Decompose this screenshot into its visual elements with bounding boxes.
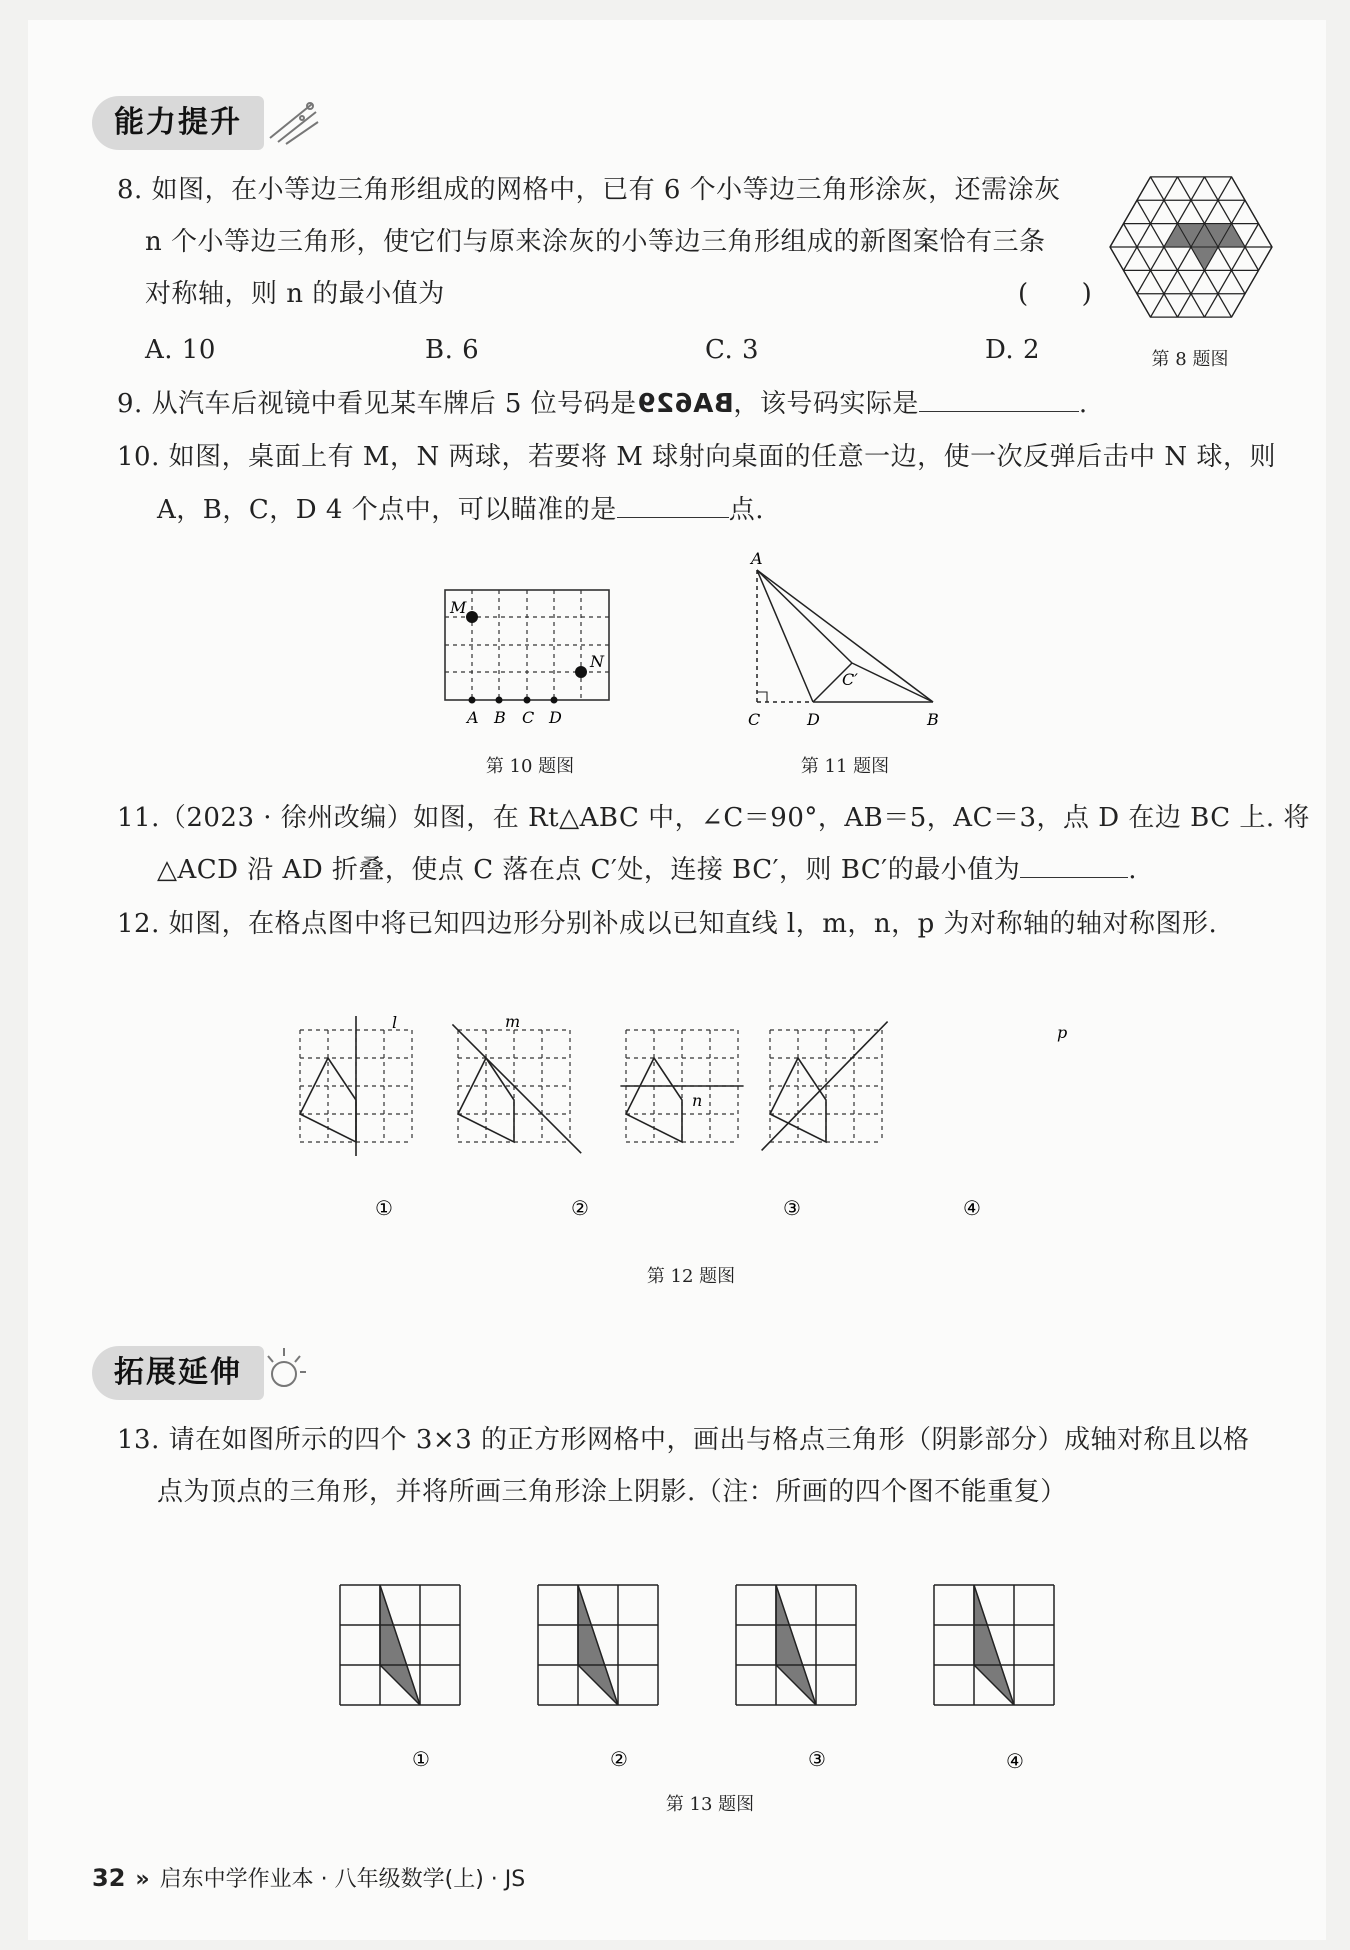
shaded-triangle (776, 1585, 816, 1705)
q10-line2-text: A，B，C，D 4 个点中，可以瞄准的是 (157, 495, 617, 525)
q8-option-c: C. 3 (705, 335, 760, 365)
label-c: C (748, 710, 761, 729)
line-label-l: l (392, 1013, 398, 1032)
q8-option-b: B. 6 (425, 335, 480, 365)
q10-caption: 第 10 题图 (485, 756, 575, 777)
label-a: A (751, 549, 763, 568)
q11-line1: 11.（2023 · 徐州改编）如图，在 Rt△ABC 中，∠C＝90°，AB＝5，AC＝3，点 D 在边 BC 上. 将 (117, 803, 1310, 833)
q9-end: . (1078, 389, 1088, 419)
q9-line (117, 384, 1088, 424)
q10-answer-blank[interactable] (617, 491, 729, 518)
section-header-extend: 拓展延伸 (92, 1346, 264, 1400)
q8-line2: n 个小等边三角形，使它们与原来涂灰的小等边三角形组成的新图案恰有三条 (145, 227, 1046, 257)
q9-tail: ，该号码实际是 (733, 389, 919, 419)
label-b: B (927, 710, 939, 729)
q13-num-3: ③ (808, 1747, 826, 1771)
q8-line3: 对称轴，则 n 的最小值为 (145, 279, 445, 309)
q8-option-d: D. 2 (985, 335, 1040, 365)
q10-line2 (157, 490, 764, 530)
q12-num-4: ④ (963, 1196, 981, 1220)
square-grid (736, 1585, 856, 1705)
page-number: 32 (92, 1864, 126, 1892)
q13-line2: 点为顶点的三角形，并将所画三角形涂上阴影.（注：所画的四个图不能重复） (157, 1477, 1067, 1507)
label-d: D (549, 708, 562, 727)
symmetry-axis (452, 1024, 581, 1153)
q12-caption: 第 12 题图 (646, 1266, 736, 1287)
q9-mirror-plate: BA629 (636, 389, 734, 419)
q11-fold-figure (740, 545, 950, 735)
q9-answer-blank[interactable] (919, 385, 1079, 412)
q12-num-3: ③ (783, 1196, 801, 1220)
shaded-triangle (974, 1585, 1014, 1705)
shaded-triangle (578, 1585, 618, 1705)
q12-figures (300, 1010, 1080, 1220)
q12-num-2: ② (571, 1196, 589, 1220)
line-label-p: p (1057, 1023, 1068, 1042)
sparkle-icon (262, 98, 322, 148)
label-a: A (467, 708, 479, 727)
q12-num-1: ① (375, 1196, 393, 1220)
label-m: M (450, 598, 467, 617)
square-grid (934, 1585, 1054, 1705)
label-b: B (494, 708, 506, 727)
q11-answer-blank[interactable] (1020, 851, 1128, 878)
label-n: N (590, 652, 604, 671)
q8-triangle-grid-figure (1110, 172, 1272, 322)
q8-answer-paren: ( ) (1018, 279, 1093, 309)
q8-line1: 8. 如图，在小等边三角形组成的网格中，已有 6 个小等边三角形涂灰，还需涂灰 (117, 175, 1061, 205)
line-label-m: m (505, 1012, 521, 1031)
q11-line2 (157, 850, 1137, 890)
line-label-n: n (692, 1091, 703, 1110)
q13-num-4: ④ (1006, 1749, 1024, 1773)
ball-m (466, 611, 478, 623)
shaded-triangle (1191, 247, 1218, 270)
q13-line1: 13. 请在如图所示的四个 3×3 的正方形网格中，画出与格点三角形（阴影部分）成轴对称且以格 (117, 1425, 1250, 1455)
label-c-prime: C′ (842, 670, 858, 689)
chevron-double-right-icon: » (135, 1867, 150, 1892)
shaded-triangle (380, 1585, 420, 1705)
label-c: C (522, 708, 535, 727)
page-footer (92, 1862, 525, 1893)
q12-text: 12. 如图，在格点图中将已知四边形分别补成以已知直线 l，m，n，p 为对称轴的轴对称图形. (117, 909, 1218, 939)
q10-line2-end: 点. (728, 495, 764, 525)
lightbulb-icon (262, 1344, 312, 1394)
q10-line1: 10. 如图，桌面上有 M，N 两球，若要将 M 球射向桌面的任意一边，使一次反弹后击中 N 球，则 (117, 442, 1276, 472)
q9-text: 9. 从汽车后视镜中看见某车牌后 5 位号码是 (117, 389, 637, 419)
q11-caption: 第 11 题图 (800, 756, 890, 777)
q13-num-2: ② (610, 1747, 628, 1771)
square-grid (538, 1585, 658, 1705)
book-title: 启东中学作业本 · 八年级数学(上) · JS (159, 1867, 526, 1892)
q13-figures (330, 1575, 1090, 1775)
q8-caption: 第 8 题图 (1151, 349, 1229, 370)
q11-line2-end: . (1128, 855, 1137, 885)
q11-line2-text: △ACD 沿 AD 折叠，使点 C 落在点 C′处，连接 BC′，则 BC′的最小值为 (157, 855, 1021, 885)
q8-option-a: A. 10 (145, 335, 216, 365)
section-header-ability: 能力提升 (92, 96, 264, 150)
square-grid (340, 1585, 460, 1705)
q13-caption: 第 13 题图 (665, 1794, 755, 1815)
ball-n (575, 666, 587, 678)
label-d: D (807, 710, 820, 729)
q13-num-1: ① (412, 1747, 430, 1771)
q10-table-figure (440, 585, 620, 735)
